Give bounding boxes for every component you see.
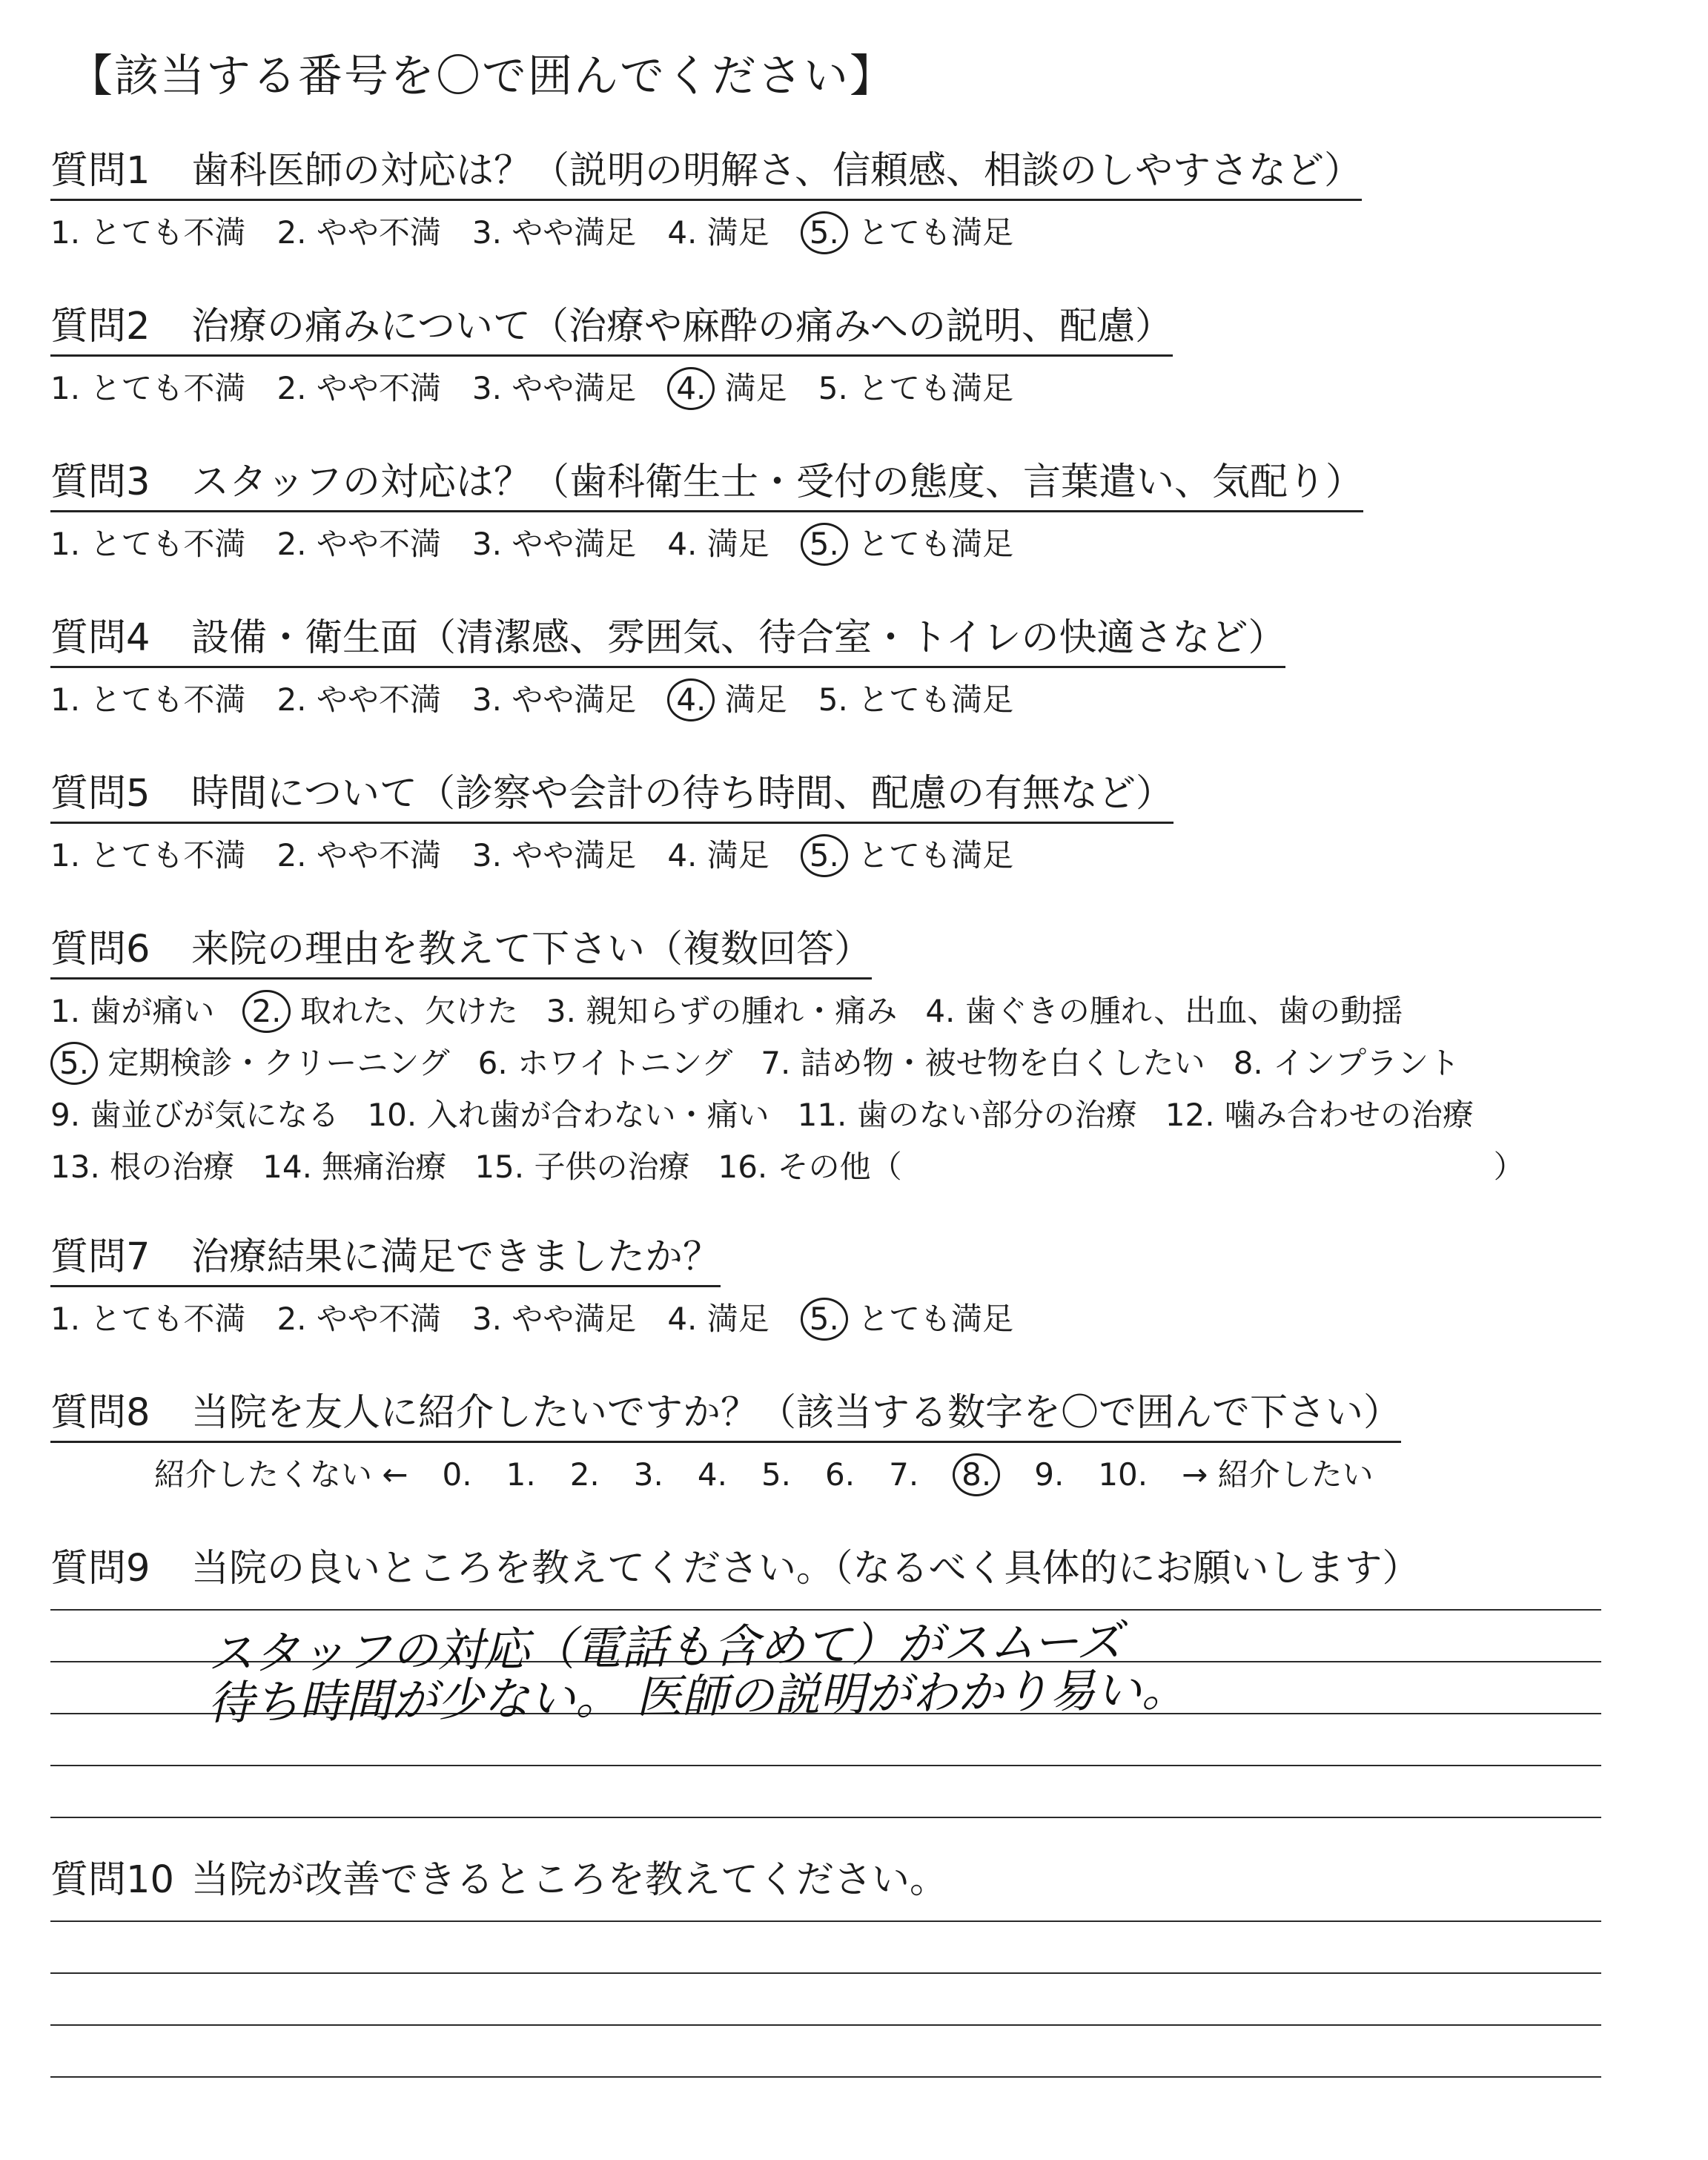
handwritten-answer-line-2: 待ち時間が少ない。 医師の説明がわかり易い。 xyxy=(207,1662,1188,1731)
option-label: 噛み合わせの治療 xyxy=(1214,1097,1474,1133)
option[interactable] xyxy=(474,1141,689,1193)
option-number: 1. xyxy=(50,370,81,406)
option-label: 歯が痛い xyxy=(80,993,215,1029)
option-label: 歯のない部分の治療 xyxy=(847,1097,1137,1133)
option-number: 2. xyxy=(569,1456,600,1493)
rating-options xyxy=(50,523,1666,566)
option-number: 9. xyxy=(1034,1456,1065,1493)
option[interactable] xyxy=(472,1298,636,1341)
rating-options xyxy=(50,367,1666,410)
question-number: 質問9 xyxy=(50,1547,150,1591)
question-3 xyxy=(50,460,1666,566)
option-number: 1. xyxy=(50,837,81,873)
question-number: 質問8 xyxy=(50,1391,150,1435)
option[interactable] xyxy=(1098,1453,1148,1496)
scale-right-label: → 紹介したい xyxy=(1182,1456,1374,1493)
option-circled[interactable] xyxy=(801,1298,1013,1341)
option[interactable] xyxy=(50,1141,234,1193)
reason-row xyxy=(50,1089,1666,1141)
option-label: 詰め物・被せ物を白くしたい xyxy=(790,1045,1205,1081)
option-label: その他（ xyxy=(767,1149,902,1185)
option-label: 親知らずの腫れ・痛み xyxy=(575,993,898,1029)
option[interactable] xyxy=(1165,1089,1474,1141)
option-number: 15. xyxy=(474,1149,525,1185)
option-circled[interactable] xyxy=(50,1037,450,1089)
reason-options xyxy=(50,985,1666,1193)
option-label: とても満足 xyxy=(847,681,1014,718)
option-circled[interactable] xyxy=(801,834,1013,877)
option-label: やや満足 xyxy=(501,837,637,873)
option[interactable] xyxy=(472,523,636,566)
option-number: 2. xyxy=(277,214,307,251)
option-label: とても満足 xyxy=(847,370,1014,406)
question-5 xyxy=(50,771,1666,877)
option[interactable] xyxy=(472,211,636,254)
page-title: 【該当する番号を〇で囲んでください】 xyxy=(68,50,896,102)
option-circled[interactable] xyxy=(667,367,787,410)
question-text: 来院の理由を教えて下さい（複数回答） xyxy=(191,928,873,971)
option-number: 3. xyxy=(471,837,502,873)
reason-row xyxy=(50,1037,1666,1089)
option-number: 5. xyxy=(801,211,848,254)
question-number: 質問7 xyxy=(50,1235,150,1279)
recommend-scale xyxy=(50,1453,1666,1496)
option-number: 10. xyxy=(1098,1456,1148,1493)
option-number: 2. xyxy=(277,681,307,718)
option-number: 5. xyxy=(801,834,848,877)
option-number: 1. xyxy=(506,1456,536,1493)
question-text: 治療の痛みについて（治療や麻酔の痛みへの説明、配慮） xyxy=(191,305,1173,349)
option-label: 満足 xyxy=(697,526,769,562)
question-7 xyxy=(50,1235,1666,1341)
option-label: やや満足 xyxy=(501,214,637,251)
option[interactable] xyxy=(262,1141,446,1193)
option[interactable] xyxy=(50,367,245,410)
handwritten-answer-line-1: スタッフの対応（電話も含めて）がスムーズ xyxy=(207,1614,1123,1681)
option-label: 取れた、欠けた xyxy=(290,993,518,1029)
option-number: 3. xyxy=(471,1301,502,1337)
option-label: 子供の治療 xyxy=(524,1149,690,1185)
option[interactable] xyxy=(818,367,1013,410)
option[interactable] xyxy=(1234,1037,1460,1089)
option-number: 4. xyxy=(667,837,698,873)
option[interactable] xyxy=(818,678,1013,721)
option[interactable] xyxy=(546,985,897,1037)
option-label: やや満足 xyxy=(501,681,637,718)
option[interactable] xyxy=(889,1453,918,1496)
option-number: 4. xyxy=(925,993,956,1029)
question-text: 当院を友人に紹介したいですか？（該当する数字を〇で囲んで下さい） xyxy=(191,1391,1402,1435)
other-close-paren: ） xyxy=(1493,1149,1525,1185)
option[interactable] xyxy=(1034,1453,1064,1496)
option[interactable] xyxy=(277,834,440,877)
option[interactable] xyxy=(50,1298,245,1341)
question-text: スタッフの対応は？（歯科衛生士・受付の態度、言葉遣い、気配り） xyxy=(191,460,1364,504)
rating-options xyxy=(50,678,1666,721)
option-number: 14. xyxy=(262,1149,312,1185)
question-heading xyxy=(50,460,1363,512)
question-heading xyxy=(50,1546,1420,1596)
option[interactable] xyxy=(667,211,769,254)
question-4 xyxy=(50,615,1666,721)
option-number: 1. xyxy=(50,214,81,251)
option[interactable] xyxy=(667,834,769,877)
option-number: 5. xyxy=(801,1298,848,1341)
option-number: 3. xyxy=(471,681,502,718)
option[interactable] xyxy=(277,523,440,566)
question-number: 質問4 xyxy=(50,616,150,660)
q10-answer-lines xyxy=(50,1920,1601,2128)
option-number: 3. xyxy=(633,1456,663,1493)
question-2 xyxy=(50,304,1666,410)
option[interactable] xyxy=(50,985,214,1037)
option-label: インプラント xyxy=(1262,1045,1460,1081)
option[interactable] xyxy=(472,678,636,721)
option-label: やや不満 xyxy=(306,837,441,873)
option-number: 4. xyxy=(697,1456,727,1493)
question-heading xyxy=(50,304,1173,357)
option-number: 3. xyxy=(546,993,576,1029)
rating-options xyxy=(50,1298,1666,1341)
rating-options xyxy=(50,211,1666,254)
option-number: 3. xyxy=(471,370,502,406)
option[interactable] xyxy=(50,678,245,721)
option[interactable] xyxy=(277,1298,440,1341)
question-number: 質問5 xyxy=(50,772,150,816)
option-number: 6. xyxy=(477,1045,508,1081)
option-label: とても不満 xyxy=(80,370,246,406)
answer-line xyxy=(50,1817,1601,1818)
question-number: 質問2 xyxy=(50,305,150,349)
option[interactable] xyxy=(277,367,440,410)
answer-line xyxy=(50,1765,1601,1766)
option-label: 満足 xyxy=(697,837,769,873)
option-label: 無痛治療 xyxy=(311,1149,447,1185)
option-label: 歯ぐきの腫れ、出血、歯の動揺 xyxy=(955,993,1403,1029)
option-number: 5. xyxy=(50,1042,98,1085)
option-label: 根の治療 xyxy=(99,1149,235,1185)
option-label: やや不満 xyxy=(306,1301,441,1337)
question-heading xyxy=(50,615,1285,668)
option-number: 4. xyxy=(667,526,698,562)
question-heading xyxy=(50,1235,721,1287)
option-label: とても不満 xyxy=(80,1301,246,1337)
option[interactable] xyxy=(277,211,440,254)
option[interactable] xyxy=(506,1453,536,1496)
question-number: 質問6 xyxy=(50,928,150,971)
option[interactable] xyxy=(478,1037,733,1089)
option-circled[interactable] xyxy=(242,985,517,1037)
option[interactable] xyxy=(825,1453,855,1496)
question-heading xyxy=(50,148,1362,201)
option-label: やや満足 xyxy=(501,370,637,406)
option-number: 1. xyxy=(50,993,81,1029)
question-heading xyxy=(50,1390,1401,1443)
question-number: 質問1 xyxy=(50,149,150,193)
question-number: 質問10 xyxy=(50,1858,174,1902)
answer-line xyxy=(50,1920,1601,1922)
option-number: 0. xyxy=(442,1456,472,1493)
option-number: 4. xyxy=(667,367,715,410)
reason-row xyxy=(50,1141,1666,1193)
option-label: やや満足 xyxy=(501,526,637,562)
option[interactable] xyxy=(761,1037,1205,1089)
question-heading xyxy=(50,927,872,980)
option[interactable] xyxy=(277,678,440,721)
option-label: やや不満 xyxy=(306,526,441,562)
option-number: 6. xyxy=(825,1456,855,1493)
option[interactable] xyxy=(472,367,636,410)
option-number: 13. xyxy=(50,1149,100,1185)
option-label: とても不満 xyxy=(80,526,246,562)
option-circled[interactable] xyxy=(667,678,787,721)
scale-left-label: 紹介したくない ← xyxy=(154,1456,408,1493)
question-text: 治療結果に満足できましたか？ xyxy=(191,1235,721,1279)
option-number: 16. xyxy=(718,1149,768,1185)
question-number: 質問3 xyxy=(50,460,150,504)
option-circled[interactable] xyxy=(801,211,1013,254)
option-number: 3. xyxy=(471,526,502,562)
option-number: 2. xyxy=(277,1301,307,1337)
option-number: 5. xyxy=(818,681,848,718)
option-label: とても満足 xyxy=(847,837,1014,873)
answer-line xyxy=(50,2076,1601,2078)
option-number: 3. xyxy=(471,214,502,251)
rating-options xyxy=(50,834,1666,877)
option-number: 8. xyxy=(953,1453,1000,1496)
option-circled[interactable] xyxy=(801,523,1013,566)
option[interactable] xyxy=(718,1141,901,1193)
option-label: 定期検診・クリーニング xyxy=(98,1045,450,1081)
option-label: とても不満 xyxy=(80,837,246,873)
option-label: 満足 xyxy=(715,681,787,718)
option-label: やや不満 xyxy=(306,214,441,251)
option-number: 5. xyxy=(761,1456,792,1493)
option-label: ホワイトニング xyxy=(507,1045,733,1081)
option-label: とても不満 xyxy=(80,681,246,718)
question-text: 時間について（診察や会計の待ち時間、配慮の有無など） xyxy=(191,772,1174,816)
option[interactable] xyxy=(50,1089,339,1141)
option-number: 1. xyxy=(50,1301,81,1337)
option-number: 2. xyxy=(277,526,307,562)
option-number: 7. xyxy=(761,1045,791,1081)
option[interactable] xyxy=(50,523,245,566)
option-number: 5. xyxy=(818,370,848,406)
option-label: 満足 xyxy=(697,1301,769,1337)
option-number: 4. xyxy=(667,214,698,251)
option-label: 満足 xyxy=(715,370,787,406)
option-number: 9. xyxy=(50,1097,81,1133)
question-9 xyxy=(50,1546,1666,1596)
option-label: やや不満 xyxy=(306,370,441,406)
option[interactable] xyxy=(667,1298,769,1341)
option-label: 歯並びが気になる xyxy=(80,1097,340,1133)
option-number: 10. xyxy=(367,1097,417,1133)
option-number: 12. xyxy=(1165,1097,1215,1133)
question-8 xyxy=(50,1390,1666,1496)
option-label: やや不満 xyxy=(306,681,441,718)
question-text: 当院が改善できるところを教えてください。 xyxy=(191,1858,948,1902)
option-number: 4. xyxy=(667,678,715,721)
option-number: 11. xyxy=(797,1097,847,1133)
option-number: 1. xyxy=(50,681,81,718)
question-heading xyxy=(50,1857,947,1908)
question-text: 当院の良いところを教えてください。（なるべく具体的にお願いします） xyxy=(191,1547,1420,1591)
option-number: 1. xyxy=(50,526,81,562)
question-6 xyxy=(50,927,1666,1193)
option[interactable] xyxy=(50,834,245,877)
answer-line xyxy=(50,1972,1601,1974)
answer-line xyxy=(50,2024,1601,2026)
option-number: 8. xyxy=(1233,1045,1263,1081)
option-number: 4. xyxy=(667,1301,698,1337)
option-number: 7. xyxy=(889,1456,919,1493)
question-text: 設備・衛生面（清潔感、雰囲気、待合室・トイレの快適さなど） xyxy=(191,616,1286,660)
option-label: とても不満 xyxy=(80,214,246,251)
option-label: とても満足 xyxy=(847,214,1014,251)
option-number: 5. xyxy=(801,523,848,566)
option-number: 2. xyxy=(277,837,307,873)
option-circled[interactable] xyxy=(953,1453,1000,1496)
option-label: とても満足 xyxy=(847,1301,1014,1337)
option-number: 2. xyxy=(242,990,290,1033)
option-label: 入れ歯が合わない・痛い xyxy=(417,1097,769,1133)
question-1 xyxy=(50,148,1666,254)
option[interactable] xyxy=(798,1089,1137,1141)
option[interactable] xyxy=(367,1089,769,1141)
option[interactable] xyxy=(443,1453,472,1496)
option[interactable] xyxy=(50,211,245,254)
option-label: やや満足 xyxy=(501,1301,637,1337)
option-number: 2. xyxy=(277,370,307,406)
option[interactable] xyxy=(667,523,769,566)
option[interactable] xyxy=(698,1453,727,1496)
option[interactable] xyxy=(761,1453,791,1496)
reason-row xyxy=(50,985,1666,1037)
option-label: 満足 xyxy=(697,214,769,251)
option[interactable] xyxy=(634,1453,663,1496)
option[interactable] xyxy=(570,1453,600,1496)
option[interactable] xyxy=(472,834,636,877)
option-label: とても満足 xyxy=(847,526,1014,562)
question-heading xyxy=(50,771,1174,824)
question-10 xyxy=(50,1857,1666,1908)
option[interactable] xyxy=(925,985,1403,1037)
question-text: 歯科医師の対応は？（説明の明解さ、信頼感、相談のしやすさなど） xyxy=(191,149,1362,193)
